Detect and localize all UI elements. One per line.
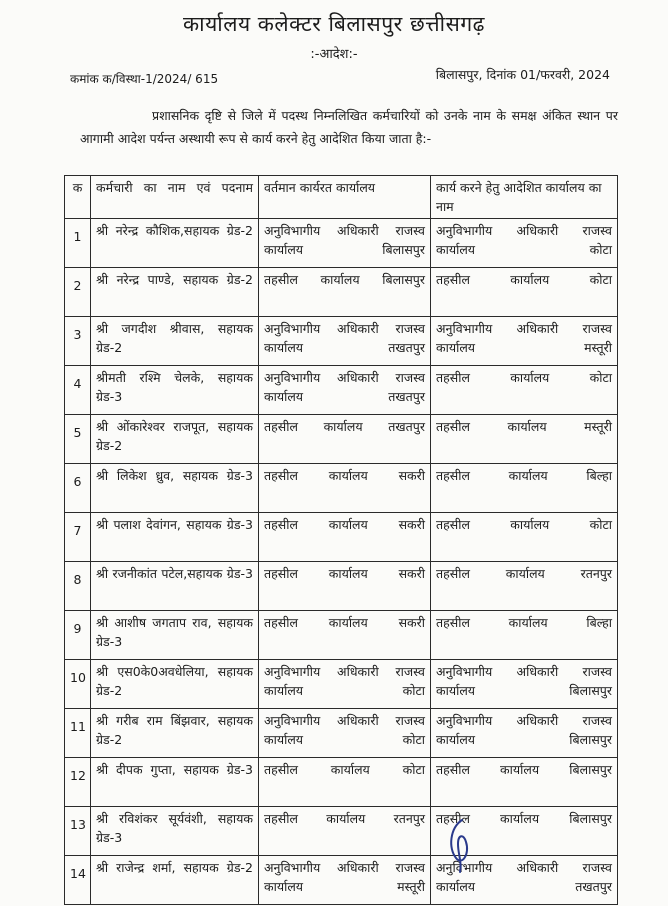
cell-current-office: तहसील कार्यालय सकरी	[259, 513, 431, 562]
cell-serial: 14	[65, 856, 91, 905]
table-row	[65, 464, 618, 513]
header-serial: क	[65, 176, 91, 219]
cell-employee: श्री आशीष जगताप राव, सहायक ग्रेड-3	[91, 611, 259, 660]
cell-employee: श्री नरेन्द्र कौशिक,सहायक ग्रेड-2	[91, 219, 259, 268]
cell-serial: 1	[65, 219, 91, 268]
cell-current-office: अनुविभागीय अधिकारी राजस्व कार्यालय तखतपुर	[259, 366, 431, 415]
cell-employee: श्री लिकेश ध्रुव, सहायक ग्रेड-3	[91, 464, 259, 513]
table-row	[65, 219, 618, 268]
order-date: बिलासपुर, दिनांक 01/फरवरी, 2024	[435, 67, 610, 82]
cell-current-office: अनुविभागीय अधिकारी राजस्व कार्यालय मस्तूरी	[259, 856, 431, 905]
cell-ordered-office: अनुविभागीय अधिकारी राजस्व कार्यालय बिलासपुर	[431, 660, 618, 709]
cell-current-office: अनुविभागीय अधिकारी राजस्व कार्यालय तखतपुर	[259, 317, 431, 366]
signature	[440, 814, 484, 874]
cell-serial: 9	[65, 611, 91, 660]
cell-serial: 13	[65, 807, 91, 856]
cell-current-office: तहसील कार्यालय रतनपुर	[259, 807, 431, 856]
cell-current-office: अनुविभागीय अधिकारी राजस्व कार्यालय बिलासपुर	[259, 219, 431, 268]
cell-ordered-office: तहसील कार्यालय कोटा	[431, 268, 618, 317]
order-heading: :-आदेश:-	[310, 47, 358, 62]
office-title: कार्यालय कलेक्टर बिलासपुर छत्तीसगढ़	[183, 12, 485, 36]
cell-ordered-office: तहसील कार्यालय बिलासपुर	[431, 758, 618, 807]
cell-serial: 7	[65, 513, 91, 562]
table-row	[65, 562, 618, 611]
table-row	[65, 856, 618, 905]
cell-employee: श्रीमती रश्मि चेलके, सहायक ग्रेड-3	[91, 366, 259, 415]
table-header-row	[65, 176, 618, 219]
table-row	[65, 366, 618, 415]
cell-employee: श्री राजेन्द्र शर्मा, सहायक ग्रेड-2	[91, 856, 259, 905]
cell-current-office: तहसील कार्यालय सकरी	[259, 611, 431, 660]
intro-paragraph: प्रशासनिक दृष्टि से जिले में पदस्थ निम्नलिखित कर्मचारियों को उनके नाम के समक्ष अंकित स्थान पर आगामी आदेश पर्यन्त अस्थायी रूप से कार्य करने हेतु आदेशित किया जाता है:-	[80, 108, 618, 146]
cell-serial: 6	[65, 464, 91, 513]
cell-serial: 11	[65, 709, 91, 758]
cell-current-office: तहसील कार्यालय तखतपुर	[259, 415, 431, 464]
cell-ordered-office: तहसील कार्यालय कोटा	[431, 366, 618, 415]
cell-current-office: अनुविभागीय अधिकारी राजस्व कार्यालय कोटा	[259, 660, 431, 709]
header-employee: कर्मचारी का नाम एवं पदनाम	[91, 176, 259, 219]
cell-ordered-office: अनुविभागीय अधिकारी राजस्व कार्यालय तखतपुर	[431, 856, 618, 905]
cell-employee: श्री दीपक गुप्ता, सहायक ग्रेड-3	[91, 758, 259, 807]
cell-ordered-office: तहसील कार्यालय कोटा	[431, 513, 618, 562]
cell-employee: श्री नरेन्द्र पाण्डे, सहायक ग्रेड-2	[91, 268, 259, 317]
cell-current-office: तहसील कार्यालय बिलासपुर	[259, 268, 431, 317]
cell-employee: श्री गरीब राम बिंझवार, सहायक ग्रेड-2	[91, 709, 259, 758]
cell-ordered-office: तहसील कार्यालय बिल्हा	[431, 611, 618, 660]
cell-ordered-office: अनुविभागीय अधिकारी राजस्व कार्यालय मस्तूरी	[431, 317, 618, 366]
cell-serial: 10	[65, 660, 91, 709]
header-ordered-office: कार्य करने हेतु आदेशित कार्यालय का नाम	[431, 176, 618, 219]
cell-current-office: तहसील कार्यालय सकरी	[259, 562, 431, 611]
table-row	[65, 807, 618, 856]
cell-ordered-office: तहसील कार्यालय बिलासपुर	[431, 807, 618, 856]
table-row	[65, 758, 618, 807]
cell-serial: 2	[65, 268, 91, 317]
cell-employee: श्री पलाश देवांगन, सहायक ग्रेड-3	[91, 513, 259, 562]
cell-ordered-office: तहसील कार्यालय रतनपुर	[431, 562, 618, 611]
cell-employee: श्री एस0के0अवधेलिया, सहायक ग्रेड-2	[91, 660, 259, 709]
cell-employee: श्री जगदीश श्रीवास, सहायक ग्रेड-2	[91, 317, 259, 366]
table-row	[65, 415, 618, 464]
cell-employee: श्री ओंकारेश्वर राजपूत, सहायक ग्रेड-2	[91, 415, 259, 464]
cell-ordered-office: तहसील कार्यालय बिल्हा	[431, 464, 618, 513]
cell-current-office: अनुविभागीय अधिकारी राजस्व कार्यालय कोटा	[259, 709, 431, 758]
cell-serial: 4	[65, 366, 91, 415]
cell-employee: श्री रजनीकांत पटेल,सहायक ग्रेड-3	[91, 562, 259, 611]
table-row	[65, 660, 618, 709]
cell-current-office: तहसील कार्यालय कोटा	[259, 758, 431, 807]
cell-serial: 3	[65, 317, 91, 366]
reference-number: कमांक क/विस्था-1/2024/ 615	[70, 72, 219, 86]
cell-serial: 12	[65, 758, 91, 807]
cell-serial: 8	[65, 562, 91, 611]
cell-employee: श्री रविशंकर सूर्यवंशी, सहायक ग्रेड-3	[91, 807, 259, 856]
transfer-table	[64, 175, 618, 905]
cell-ordered-office: अनुविभागीय अधिकारी राजस्व कार्यालय बिलासपुर	[431, 709, 618, 758]
table-row	[65, 709, 618, 758]
cell-ordered-office: अनुविभागीय अधिकारी राजस्व कार्यालय कोटा	[431, 219, 618, 268]
cell-ordered-office: तहसील कार्यालय मस्तूरी	[431, 415, 618, 464]
cell-serial: 5	[65, 415, 91, 464]
table-row	[65, 317, 618, 366]
table-row	[65, 611, 618, 660]
table-row	[65, 513, 618, 562]
table-row	[65, 268, 618, 317]
header-current-office: वर्तमान कार्यरत कार्यालय	[259, 176, 431, 219]
cell-current-office: तहसील कार्यालय सकरी	[259, 464, 431, 513]
